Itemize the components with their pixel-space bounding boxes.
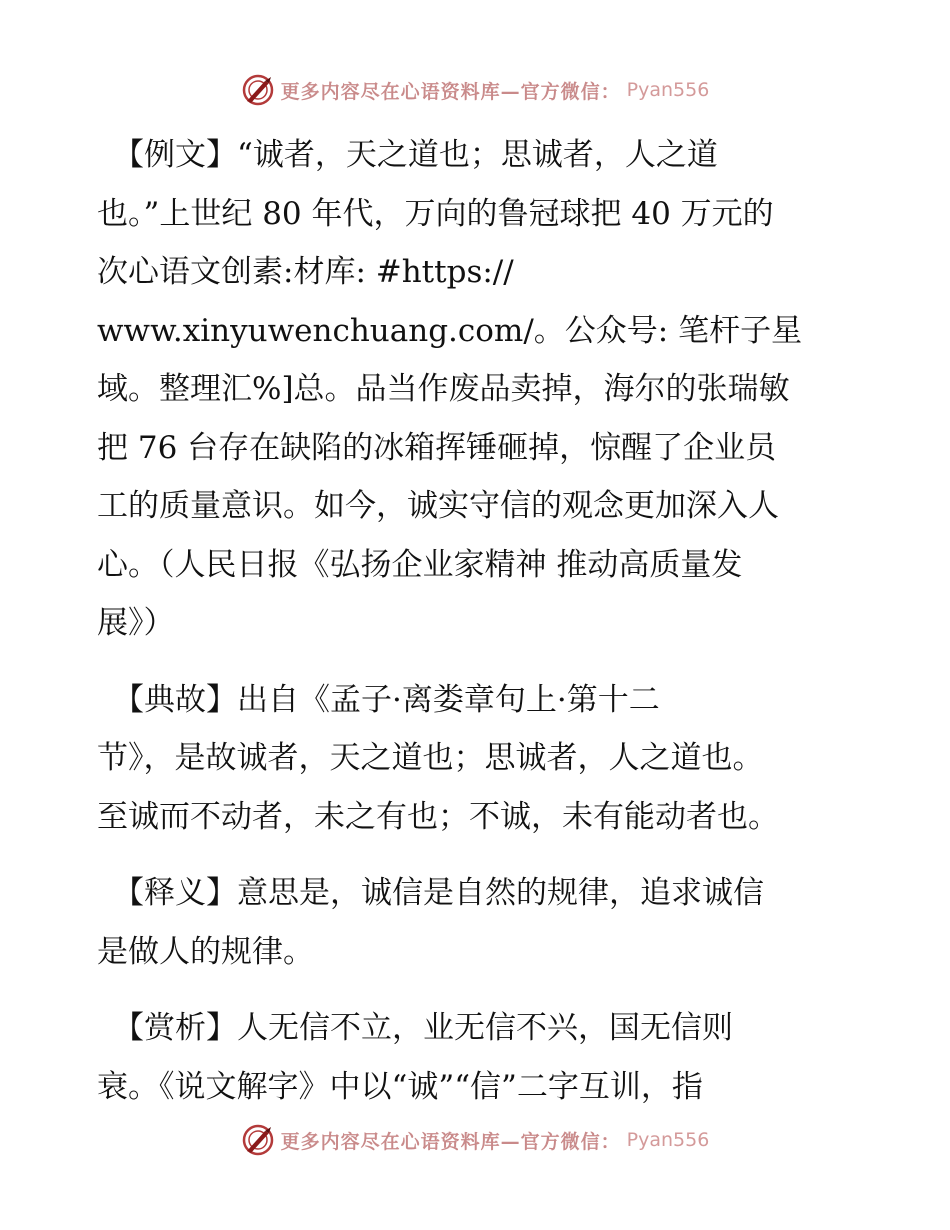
text-line: 心。（人民日报《弘扬企业家精神 推动高质量发 (97, 546, 743, 583)
text-line: 至诚而不动者，未之有也；不诚，未有能动者也。 (97, 798, 779, 835)
document-body (97, 118, 857, 1116)
pen-logo-icon (241, 1123, 275, 1157)
text-line: 衰。《说文解字》中以“诚”“信”二字互训，指 (97, 1068, 703, 1105)
text-line: 工的质量意识。如今，诚实守信的观念更加深入人 (97, 488, 779, 524)
wechat-account: Pyan556 (626, 1129, 710, 1151)
text-line: 【典故】出自《孟子·离娄章句上·第十二 (113, 681, 660, 718)
text-line: 【释义】意思是，诚信是自然的规律，追求诚信 (113, 875, 764, 911)
text-line: 也。”上世纪 80 年代，万向的鲁冠球把 40 万元的 (97, 195, 774, 232)
text-line: 展》） (97, 605, 175, 641)
paragraph-analysis (97, 999, 857, 1116)
text-line: 把 76 台存在缺陷的冰箱挥锤砸掉，惊醒了企业员 (97, 429, 777, 466)
footer-banner (0, 1120, 950, 1160)
banner-text: 更多内容尽在心语资料库—官方微信： (280, 80, 621, 103)
text-line: 是做人的规律。 (97, 933, 314, 970)
header-banner (0, 70, 950, 110)
paragraph-example (97, 126, 857, 653)
wechat-account: Pyan556 (626, 79, 710, 101)
text-line: 节》，是故诚者，天之道也；思诚者，人之道也。 (97, 740, 764, 776)
paragraph-meaning (97, 864, 857, 981)
text-line: 【例文】“诚者，天之道也；思诚者，人之道 (113, 137, 718, 173)
paragraph-allusion (97, 671, 857, 847)
text-line: 域。整理汇%]总。品当作废品卖掉，海尔的张瑞敏 (97, 371, 790, 407)
pen-logo-icon (241, 73, 275, 107)
text-line: 次心语文创素:材库: #https:// (97, 254, 514, 290)
text-line: 【赏析】人无信不立，业无信不兴，国无信则 (113, 1010, 733, 1046)
text-line: www.xinyuwenchuang.com/。公众号: 笔杆子星 (97, 312, 803, 349)
banner-text: 更多内容尽在心语资料库—官方微信： (280, 1130, 621, 1153)
